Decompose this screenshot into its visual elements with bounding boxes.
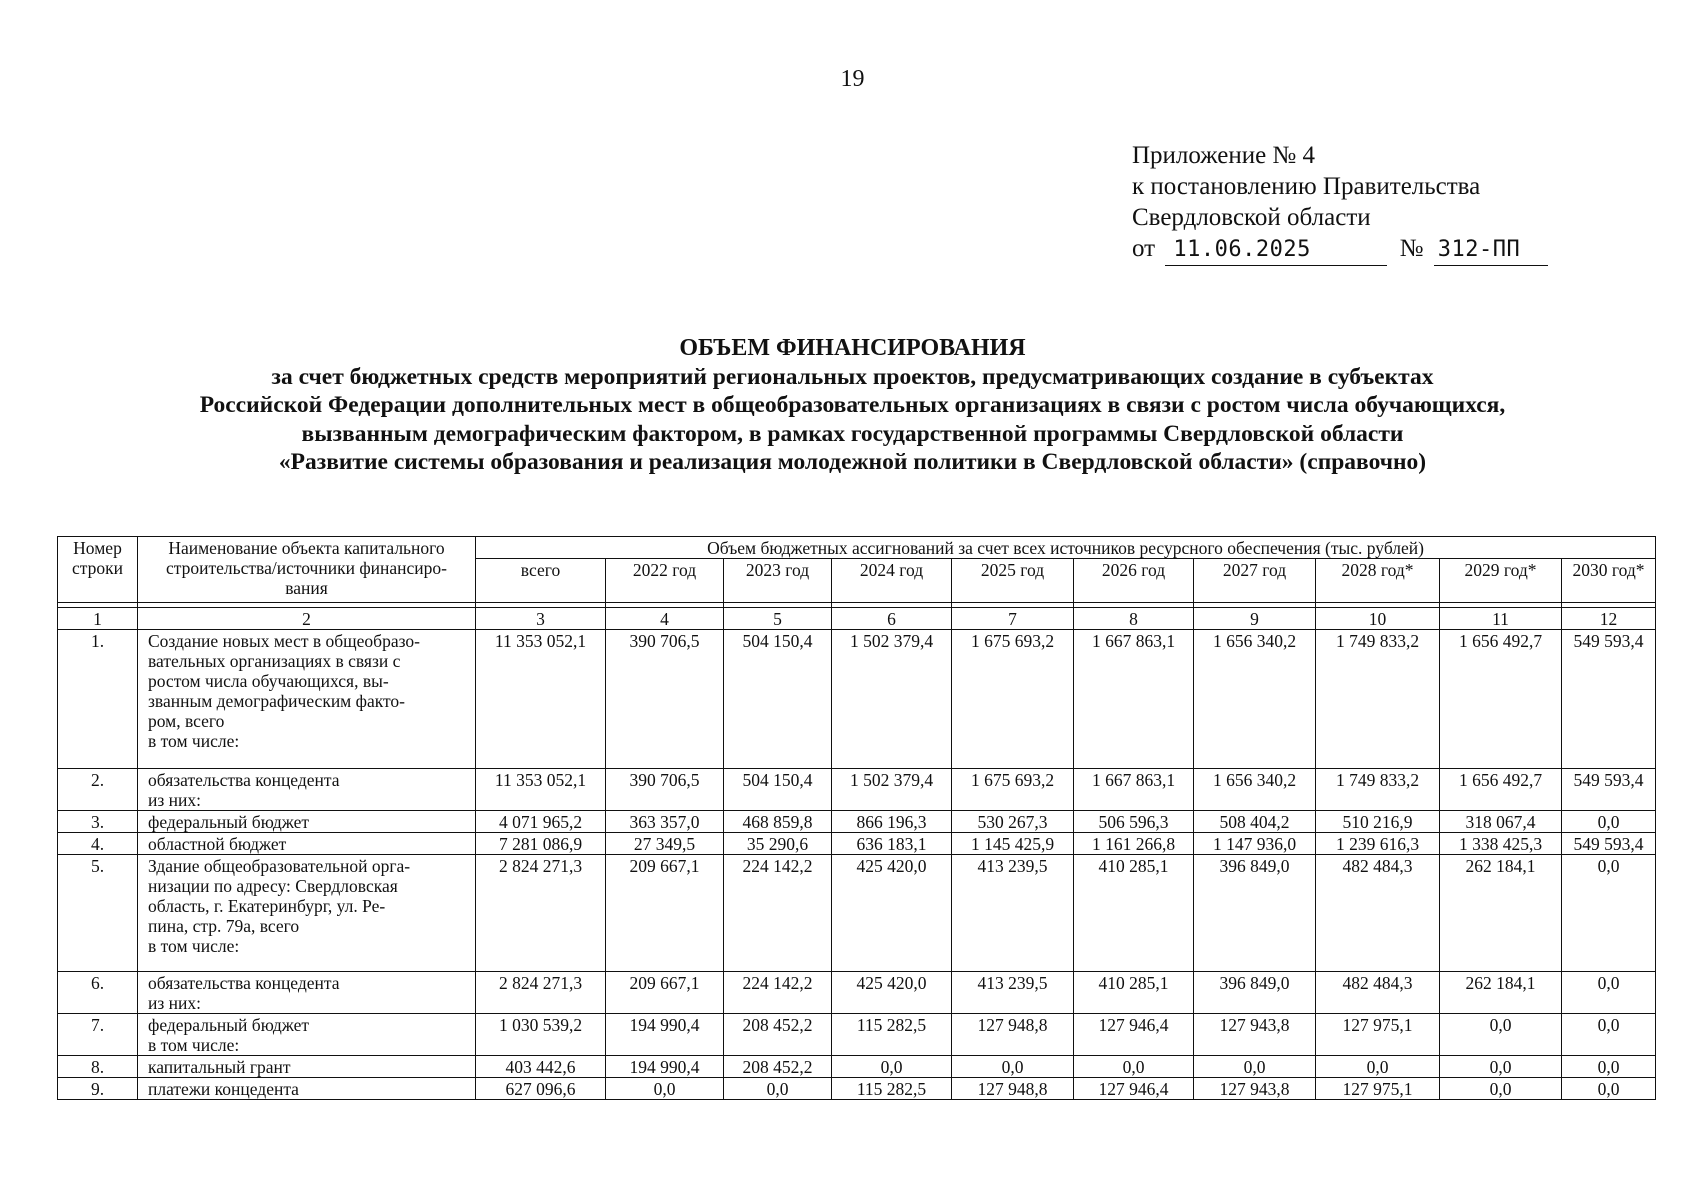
value-cell: 468 859,8 xyxy=(724,811,832,833)
decree-date: 11.06.2025 xyxy=(1165,234,1387,266)
table-row xyxy=(58,1056,1656,1078)
value-cell: 7 281 086,9 xyxy=(476,833,606,855)
table-row xyxy=(58,833,1656,855)
row-number-cell: 8. xyxy=(58,1056,138,1078)
value-cell: 508 404,2 xyxy=(1194,811,1316,833)
value-cell: 224 142,2 xyxy=(724,972,832,1014)
row-name-cell xyxy=(138,811,476,833)
value-cell: 127 943,8 xyxy=(1194,1014,1316,1056)
value-cell: 636 183,1 xyxy=(832,833,952,855)
row-name-line: низации по адресу: Свердловская xyxy=(148,876,398,896)
value-cell: 1 675 693,2 xyxy=(952,769,1074,811)
column-index-cell: 10 xyxy=(1316,608,1440,630)
row-name-cell xyxy=(138,833,476,855)
value-cell: 425 420,0 xyxy=(832,972,952,1014)
value-cell: 410 285,1 xyxy=(1074,972,1194,1014)
value-cell: 413 239,5 xyxy=(952,855,1074,972)
value-cell: 1 667 863,1 xyxy=(1074,630,1194,769)
value-cell: 627 096,6 xyxy=(476,1078,606,1100)
header-year-cell: 2030 год* xyxy=(1562,559,1656,603)
value-cell: 224 142,2 xyxy=(724,855,832,972)
decree-number-label: № xyxy=(1399,235,1424,262)
column-index-cell: 8 xyxy=(1074,608,1194,630)
title-line-4: «Развитие системы образования и реализация молодежной политики в Свердловской области» (справочно) xyxy=(278,449,1427,475)
header-budget-group: Объем бюджетных ассигнований за счет всех источников ресурсного обеспечения (тыс. рублей) xyxy=(476,537,1656,559)
value-cell: 194 990,4 xyxy=(606,1014,724,1056)
value-cell: 1 749 833,2 xyxy=(1316,769,1440,811)
header-year-cell: 2026 год xyxy=(1074,559,1194,603)
appendix-region: Свердловской области xyxy=(1132,204,1371,231)
value-cell: 115 282,5 xyxy=(832,1014,952,1056)
value-cell: 11 353 052,1 xyxy=(476,630,606,769)
value-cell: 0,0 xyxy=(952,1056,1074,1078)
column-index-cell: 6 xyxy=(832,608,952,630)
appendix-date-line xyxy=(1132,233,1548,266)
value-cell: 1 656 492,7 xyxy=(1440,769,1562,811)
financing-table xyxy=(57,536,1656,1100)
value-cell: 1 656 340,2 xyxy=(1194,769,1316,811)
appendix-block xyxy=(1132,140,1548,266)
value-cell: 504 150,4 xyxy=(724,769,832,811)
value-cell: 127 975,1 xyxy=(1316,1078,1440,1100)
table-row xyxy=(58,630,1656,769)
value-cell: 1 502 379,4 xyxy=(832,630,952,769)
table-row xyxy=(58,855,1656,972)
row-name-line: ром, всего xyxy=(148,711,225,731)
row-number-cell: 7. xyxy=(58,1014,138,1056)
value-cell: 1 667 863,1 xyxy=(1074,769,1194,811)
value-cell: 0,0 xyxy=(1440,1056,1562,1078)
row-name-line: из них: xyxy=(148,790,201,810)
column-index-cell: 4 xyxy=(606,608,724,630)
row-name-cell xyxy=(138,1078,476,1100)
column-index-cell: 5 xyxy=(724,608,832,630)
value-cell: 549 593,4 xyxy=(1562,833,1656,855)
value-cell: 0,0 xyxy=(1440,1078,1562,1100)
value-cell: 1 147 936,0 xyxy=(1194,833,1316,855)
value-cell: 413 239,5 xyxy=(952,972,1074,1014)
value-cell: 1 656 340,2 xyxy=(1194,630,1316,769)
page-number: 19 xyxy=(840,66,865,92)
row-name-line: из них: xyxy=(148,993,201,1013)
value-cell: 27 349,5 xyxy=(606,833,724,855)
value-cell: 390 706,5 xyxy=(606,769,724,811)
row-name-line: областной бюджет xyxy=(148,834,287,854)
value-cell: 0,0 xyxy=(724,1078,832,1100)
row-name-line: вательных организациях в связи с xyxy=(148,651,401,671)
value-cell: 35 290,6 xyxy=(724,833,832,855)
value-cell: 403 442,6 xyxy=(476,1056,606,1078)
row-name-cell xyxy=(138,769,476,811)
row-name-line: Создание новых мест в общеобразо- xyxy=(148,631,420,651)
header-year-cell: всего xyxy=(476,559,606,603)
value-cell: 1 030 539,2 xyxy=(476,1014,606,1056)
value-cell: 530 267,3 xyxy=(952,811,1074,833)
column-index-cell: 7 xyxy=(952,608,1074,630)
value-cell: 0,0 xyxy=(1316,1056,1440,1078)
header-year-cell: 2029 год* xyxy=(1440,559,1562,603)
title-heading: ОБЪЕМ ФИНАНСИРОВАНИЯ xyxy=(679,335,1026,361)
value-cell: 396 849,0 xyxy=(1194,972,1316,1014)
value-cell: 0,0 xyxy=(832,1056,952,1078)
column-index-cell: 12 xyxy=(1562,608,1656,630)
row-number-cell: 4. xyxy=(58,833,138,855)
row-name-line: платежи концедента xyxy=(148,1079,299,1099)
column-index-row xyxy=(58,608,1656,630)
value-cell: 482 484,3 xyxy=(1316,855,1440,972)
value-cell: 510 216,9 xyxy=(1316,811,1440,833)
row-name-line: ростом числа обучающихся, вы- xyxy=(148,671,389,691)
value-cell: 208 452,2 xyxy=(724,1056,832,1078)
header-row-top xyxy=(58,537,1656,559)
table-body xyxy=(58,630,1656,1100)
decree-number: 312-ПП xyxy=(1434,234,1548,266)
row-name-line: в том числе: xyxy=(148,1035,240,1055)
table-row xyxy=(58,972,1656,1014)
title-line-1: за счет бюджетных средств мероприятий региональных проектов, предусматривающих создание в субъектах xyxy=(271,363,1434,390)
value-cell: 1 145 425,9 xyxy=(952,833,1074,855)
value-cell: 0,0 xyxy=(1562,1056,1656,1078)
value-cell: 262 184,1 xyxy=(1440,855,1562,972)
header-year-cell: 2022 год xyxy=(606,559,724,603)
title-line-2: Российской Федерации дополнительных мест в общеобразовательных организациях в связи с ростом числа обучающихся, xyxy=(199,392,1506,418)
row-name-line: обязательства концедента xyxy=(148,770,340,790)
document-title xyxy=(0,334,1705,477)
row-number-cell: 1. xyxy=(58,630,138,769)
value-cell: 0,0 xyxy=(1562,972,1656,1014)
row-name-line: званным демографическим факто- xyxy=(148,691,406,711)
value-cell: 482 484,3 xyxy=(1316,972,1440,1014)
table-row xyxy=(58,769,1656,811)
value-cell: 363 357,0 xyxy=(606,811,724,833)
value-cell: 208 452,2 xyxy=(724,1014,832,1056)
value-cell: 2 824 271,3 xyxy=(476,855,606,972)
value-cell: 1 239 616,3 xyxy=(1316,833,1440,855)
row-name-line: область, г. Екатеринбург, ул. Ре- xyxy=(148,896,386,916)
header-name-line: вания xyxy=(285,578,328,598)
value-cell: 0,0 xyxy=(1194,1056,1316,1078)
header-year-cell: 2025 год xyxy=(952,559,1074,603)
row-number-cell: 6. xyxy=(58,972,138,1014)
value-cell: 127 946,4 xyxy=(1074,1078,1194,1100)
row-name-cell xyxy=(138,1056,476,1078)
value-cell: 11 353 052,1 xyxy=(476,769,606,811)
value-cell: 127 975,1 xyxy=(1316,1014,1440,1056)
value-cell: 127 948,8 xyxy=(952,1014,1074,1056)
value-cell: 0,0 xyxy=(1562,811,1656,833)
row-name-line: Здание общеобразовательной орга- xyxy=(148,856,411,876)
header-year-cell: 2028 год* xyxy=(1316,559,1440,603)
row-name-line: федеральный бюджет xyxy=(148,812,310,832)
row-name-line: федеральный бюджет xyxy=(148,1015,310,1035)
value-cell: 1 656 492,7 xyxy=(1440,630,1562,769)
table-row xyxy=(58,1078,1656,1100)
value-cell: 0,0 xyxy=(1440,1014,1562,1056)
date-from-label: от xyxy=(1132,235,1156,262)
column-index-cell: 11 xyxy=(1440,608,1562,630)
value-cell: 1 161 266,8 xyxy=(1074,833,1194,855)
header-year-cell: 2023 год xyxy=(724,559,832,603)
value-cell: 390 706,5 xyxy=(606,630,724,769)
row-number-cell: 5. xyxy=(58,855,138,972)
row-number-cell: 9. xyxy=(58,1078,138,1100)
row-number-cell: 2. xyxy=(58,769,138,811)
value-cell: 504 150,4 xyxy=(724,630,832,769)
value-cell: 262 184,1 xyxy=(1440,972,1562,1014)
row-name-cell xyxy=(138,972,476,1014)
value-cell: 0,0 xyxy=(1562,1014,1656,1056)
row-name-line: капитальный грант xyxy=(148,1057,291,1077)
value-cell: 194 990,4 xyxy=(606,1056,724,1078)
value-cell: 425 420,0 xyxy=(832,855,952,972)
value-cell: 209 667,1 xyxy=(606,972,724,1014)
row-name-line: в том числе: xyxy=(148,936,240,956)
value-cell: 396 849,0 xyxy=(1194,855,1316,972)
value-cell: 549 593,4 xyxy=(1562,769,1656,811)
header-row-number-line: Номер xyxy=(73,538,122,558)
column-index-cell: 9 xyxy=(1194,608,1316,630)
header-row-number xyxy=(58,537,138,603)
value-cell: 127 943,8 xyxy=(1194,1078,1316,1100)
row-name-line: обязательства концедента xyxy=(148,973,340,993)
title-line-3: вызванным демографическим фактором, в рамках государственной программы Свердловской области xyxy=(301,420,1404,447)
table-row xyxy=(58,811,1656,833)
row-number-cell: 3. xyxy=(58,811,138,833)
value-cell: 0,0 xyxy=(1562,1078,1656,1100)
value-cell: 410 285,1 xyxy=(1074,855,1194,972)
table-row xyxy=(58,1014,1656,1056)
column-index-cell: 1 xyxy=(58,608,138,630)
value-cell: 0,0 xyxy=(1074,1056,1194,1078)
column-index-cell: 2 xyxy=(138,608,476,630)
value-cell: 318 067,4 xyxy=(1440,811,1562,833)
value-cell: 115 282,5 xyxy=(832,1078,952,1100)
appendix-title: Приложение № 4 xyxy=(1132,142,1316,169)
row-name-line: в том числе: xyxy=(148,731,240,751)
value-cell: 2 824 271,3 xyxy=(476,972,606,1014)
row-name-line: пина, стр. 79а, всего xyxy=(148,916,300,936)
value-cell: 127 946,4 xyxy=(1074,1014,1194,1056)
value-cell: 4 071 965,2 xyxy=(476,811,606,833)
row-name-cell xyxy=(138,630,476,769)
value-cell: 549 593,4 xyxy=(1562,630,1656,769)
header-object-name xyxy=(138,537,476,603)
header-year-cell: 2024 год xyxy=(832,559,952,603)
appendix-decree: к постановлению Правительства xyxy=(1132,173,1481,200)
column-index-cell: 3 xyxy=(476,608,606,630)
value-cell: 1 502 379,4 xyxy=(832,769,952,811)
value-cell: 0,0 xyxy=(1562,855,1656,972)
header-year-cell: 2027 год xyxy=(1194,559,1316,603)
header-name-line: Наименование объекта капитального xyxy=(168,538,445,558)
value-cell: 0,0 xyxy=(606,1078,724,1100)
value-cell: 1 338 425,3 xyxy=(1440,833,1562,855)
value-cell: 1 675 693,2 xyxy=(952,630,1074,769)
row-name-cell xyxy=(138,855,476,972)
value-cell: 209 667,1 xyxy=(606,855,724,972)
header-name-line: строительства/источники финансиро- xyxy=(166,558,447,578)
value-cell: 506 596,3 xyxy=(1074,811,1194,833)
value-cell: 1 749 833,2 xyxy=(1316,630,1440,769)
value-cell: 866 196,3 xyxy=(832,811,952,833)
value-cell: 127 948,8 xyxy=(952,1078,1074,1100)
row-name-cell xyxy=(138,1014,476,1056)
header-row-number-line: строки xyxy=(72,558,123,578)
